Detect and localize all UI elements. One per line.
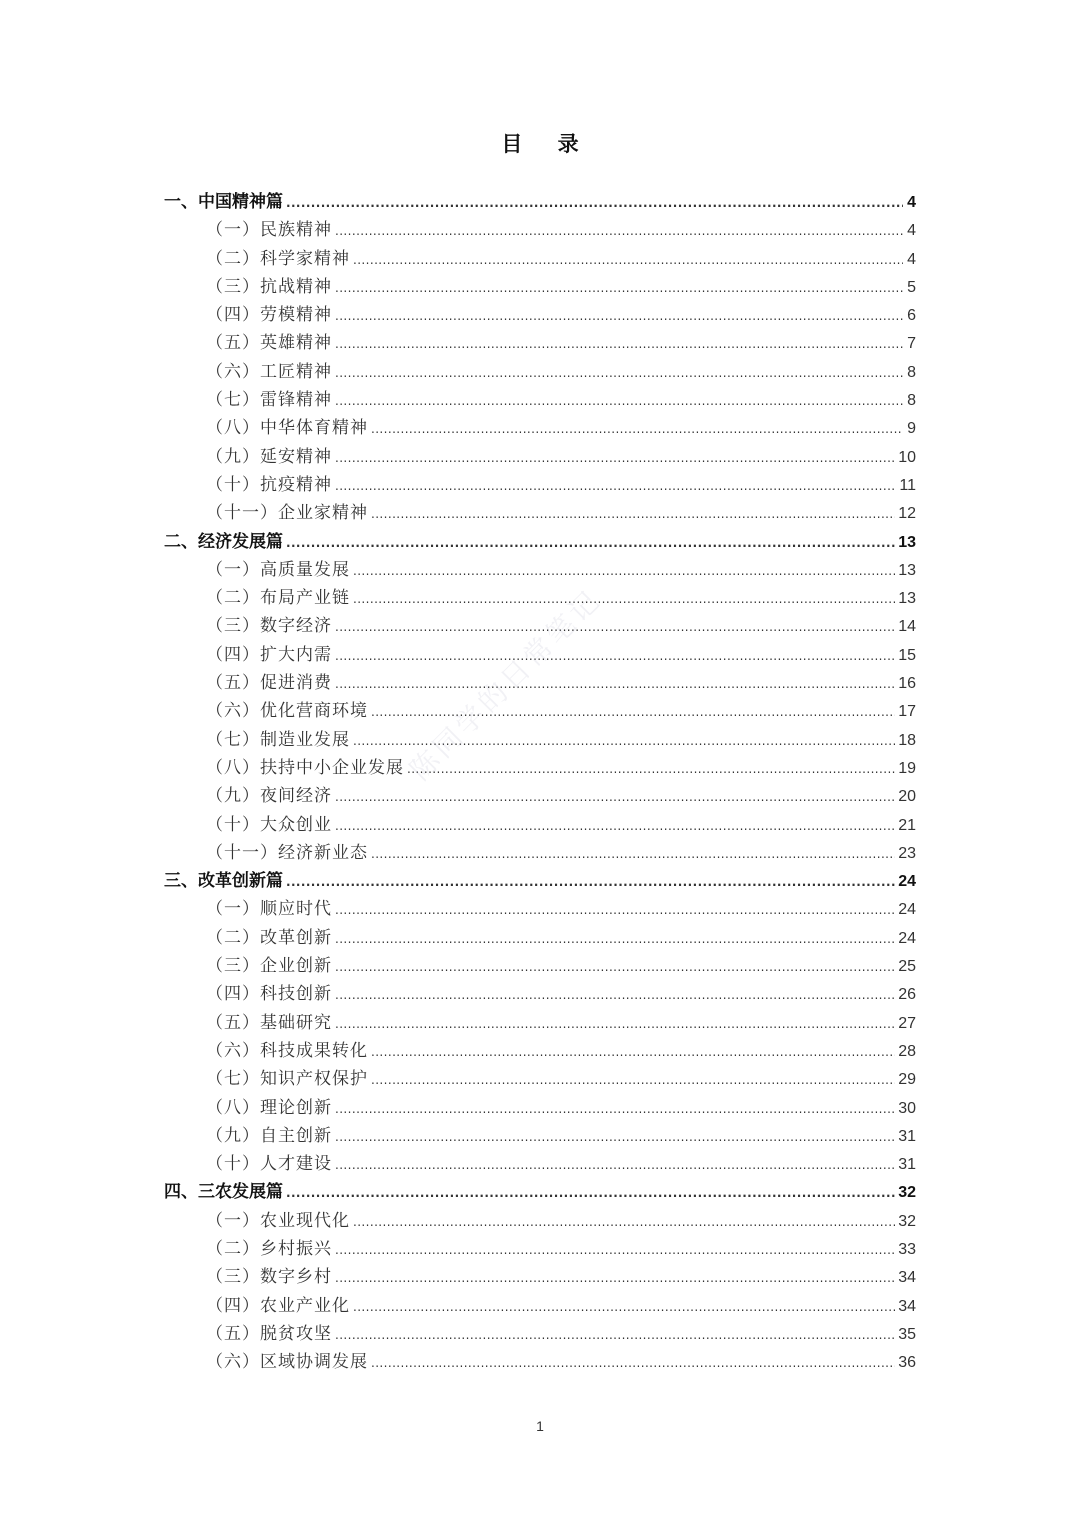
toc-entry-label: （二）乡村振兴: [206, 1238, 332, 1259]
toc-entry-page-number: 13: [898, 590, 916, 608]
toc-entry-label: 四、三农发展篇: [164, 1182, 283, 1203]
dot-leader: [335, 613, 895, 641]
dot-leader: [335, 812, 895, 840]
dot-leader: [371, 698, 895, 726]
dot-leader: [286, 529, 895, 557]
toc-entry-page-number: 24: [898, 929, 916, 947]
toc-entry-label: （七）知识产权保护: [206, 1069, 368, 1090]
toc-entry-label: （七）雷锋精神: [206, 390, 332, 411]
dot-leader: [353, 727, 895, 755]
toc-chapter-entry[interactable]: [164, 528, 916, 556]
toc-section-entry[interactable]: [164, 1065, 916, 1093]
toc-entry-page-number: 34: [898, 1269, 916, 1287]
dot-leader: [371, 840, 895, 868]
toc-entry-page-number: 8: [907, 363, 916, 381]
toc-section-entry[interactable]: [164, 754, 916, 782]
toc-entry-page-number: 21: [898, 816, 916, 834]
toc-section-entry[interactable]: [164, 1235, 916, 1263]
toc-entry-label: （四）劳模精神: [206, 305, 332, 326]
dot-leader: [335, 1236, 895, 1264]
toc-entry-page-number: 8: [907, 392, 916, 410]
toc-entry-page-number: 36: [898, 1354, 916, 1372]
toc-entry-label: （八）中华体育精神: [206, 418, 368, 439]
toc-chapter-entry[interactable]: [164, 1178, 916, 1206]
toc-entry-label: （九）夜间经济: [206, 786, 332, 807]
toc-entry-label: （六）区域协调发展: [206, 1352, 368, 1373]
toc-entry-page-number: 4: [907, 222, 916, 240]
toc-section-entry[interactable]: [164, 612, 916, 640]
dot-leader: [335, 953, 895, 981]
watermark: 陈同学的日常笔记: [403, 582, 608, 787]
toc-entry-page-number: 35: [898, 1325, 916, 1343]
dot-leader: [371, 1066, 895, 1094]
toc-entry-page-number: 33: [898, 1240, 916, 1258]
toc-section-entry[interactable]: [164, 1207, 916, 1235]
toc-section-entry[interactable]: [164, 1094, 916, 1122]
dot-leader: [353, 246, 903, 274]
toc-entry-label: （六）科技成果转化: [206, 1040, 368, 1061]
toc-entry-page-number: 20: [898, 788, 916, 806]
toc-section-entry[interactable]: [164, 1348, 916, 1376]
dot-leader: [335, 330, 903, 358]
dot-leader: [371, 1038, 895, 1066]
toc-entry-label: （四）扩大内需: [206, 644, 332, 665]
toc-entry-label: （六）优化营商环境: [206, 701, 368, 722]
dot-leader: [335, 783, 895, 811]
dot-leader: [353, 1208, 895, 1236]
dot-leader: [286, 1179, 895, 1207]
toc-entry-label: （四）农业产业化: [206, 1295, 350, 1316]
toc-entry-label: 二、经济发展篇: [164, 531, 283, 552]
toc-section-entry[interactable]: [164, 1009, 916, 1037]
toc-section-entry[interactable]: [164, 301, 916, 329]
toc-entry-page-number: 30: [898, 1099, 916, 1117]
toc-entry-page-number: 12: [898, 505, 916, 523]
toc-section-entry[interactable]: [164, 1150, 916, 1178]
toc-section-entry[interactable]: [164, 952, 916, 980]
toc-entry-page-number: 27: [898, 1014, 916, 1032]
toc-entry-label: （四）科技创新: [206, 984, 332, 1005]
dot-leader: [335, 1095, 895, 1123]
toc-entry-label: （十）大众创业: [206, 814, 332, 835]
toc-entry-page-number: 13: [898, 561, 916, 579]
dot-leader: [353, 585, 895, 613]
dot-leader: [335, 642, 895, 670]
toc-entry-page-number: 23: [898, 844, 916, 862]
toc-entry-label: （八）扶持中小企业发展: [206, 757, 404, 778]
dot-leader: [335, 1123, 895, 1151]
toc-entry-label: （十）人才建设: [206, 1154, 332, 1175]
toc-entry-label: （九）延安精神: [206, 446, 332, 467]
toc-entry-page-number: 10: [898, 448, 916, 466]
toc-entry-label: （十一）企业家精神: [206, 503, 368, 524]
toc-entry-label: （二）科学家精神: [206, 248, 350, 269]
toc-entry-page-number: 17: [898, 703, 916, 721]
toc-entry-label: （六）工匠精神: [206, 361, 332, 382]
toc-section-entry[interactable]: [164, 980, 916, 1008]
toc-entry-label: 三、改革创新篇: [164, 871, 283, 892]
toc-entry-page-number: 31: [898, 1156, 916, 1174]
toc-entry-label: （一）民族精神: [206, 220, 332, 241]
toc-section-entry[interactable]: [164, 641, 916, 669]
toc-entry-label: （七）制造业发展: [206, 729, 350, 750]
toc-entry-label: （五）英雄精神: [206, 333, 332, 354]
toc-entry-page-number: 29: [898, 1071, 916, 1089]
toc-entry-page-number: 32: [898, 1184, 916, 1202]
toc-section-entry[interactable]: [164, 443, 916, 471]
toc-section-entry[interactable]: [164, 216, 916, 244]
dot-leader: [335, 274, 903, 302]
toc-entry-label: （五）基础研究: [206, 1012, 332, 1033]
toc-section-entry[interactable]: [164, 895, 916, 923]
toc-entry-label: （一）顺应时代: [206, 899, 332, 920]
dot-leader: [335, 896, 895, 924]
toc-entry-page-number: 14: [898, 618, 916, 636]
toc-section-entry[interactable]: [164, 1263, 916, 1291]
toc-entry-label: （二）布局产业链: [206, 588, 350, 609]
toc-section-entry[interactable]: [164, 697, 916, 725]
dot-leader: [335, 359, 903, 387]
toc-section-entry[interactable]: [164, 584, 916, 612]
dot-leader: [335, 1010, 895, 1038]
toc-section-entry[interactable]: [164, 358, 916, 386]
toc-section-entry[interactable]: [164, 245, 916, 273]
toc-entry-label: （三）抗战精神: [206, 276, 332, 297]
toc-entry-page-number: 18: [898, 731, 916, 749]
toc-section-entry[interactable]: [164, 811, 916, 839]
dot-leader: [286, 868, 895, 896]
toc-entry-page-number: 4: [907, 194, 916, 211]
toc-entry-page-number: 32: [898, 1212, 916, 1230]
toc-entry-page-number: 26: [898, 986, 916, 1004]
toc-entry-page-number: 24: [898, 873, 916, 891]
toc-section-entry[interactable]: [164, 329, 916, 357]
toc-entry-label: （二）改革创新: [206, 927, 332, 948]
toc-section-entry[interactable]: [164, 386, 916, 414]
toc-entry-page-number: 4: [907, 250, 916, 268]
toc-entry-label: （五）促进消费: [206, 673, 332, 694]
dot-leader: [335, 1264, 895, 1292]
toc-entry-page-number: 34: [898, 1297, 916, 1315]
toc-entry-page-number: 7: [907, 335, 916, 353]
toc-entry-label: （五）脱贫攻坚: [206, 1323, 332, 1344]
toc-entry-label: （三）企业创新: [206, 956, 332, 977]
toc-entry-page-number: 11: [899, 476, 916, 494]
toc-section-entry[interactable]: [164, 669, 916, 697]
toc-entry-page-number: 6: [907, 307, 916, 325]
toc-section-entry[interactable]: [164, 1292, 916, 1320]
dot-leader: [335, 925, 895, 953]
dot-leader: [286, 189, 903, 217]
dot-leader: [335, 1321, 895, 1349]
page-number: 1: [536, 1418, 544, 1434]
dot-leader: [335, 217, 903, 245]
toc-section-entry[interactable]: [164, 726, 916, 754]
dot-leader: [335, 472, 896, 500]
dot-leader: [335, 444, 895, 472]
dot-leader: [371, 415, 903, 443]
dot-leader: [353, 1293, 895, 1321]
toc-section-entry[interactable]: [164, 414, 916, 442]
dot-leader: [353, 557, 895, 585]
dot-leader: [335, 670, 895, 698]
toc-section-entry[interactable]: [164, 556, 916, 584]
dot-leader: [335, 302, 903, 330]
toc-entry-page-number: 16: [898, 675, 916, 693]
toc-section-entry[interactable]: [164, 1122, 916, 1150]
toc-entry-page-number: 31: [898, 1127, 916, 1145]
dot-leader: [335, 981, 895, 1009]
toc-entry-page-number: 5: [907, 278, 916, 296]
toc-section-entry[interactable]: [164, 471, 916, 499]
toc-chapter-entry[interactable]: [164, 188, 916, 216]
toc-entry-label: （八）理论创新: [206, 1097, 332, 1118]
toc-entry-label: （一）农业现代化: [206, 1210, 350, 1231]
toc-section-entry[interactable]: [164, 499, 916, 527]
toc-entry-page-number: 28: [898, 1042, 916, 1060]
toc-entry-label: （三）数字经济: [206, 616, 332, 637]
dot-leader: [335, 1151, 895, 1179]
toc-entry-page-number: 13: [898, 533, 916, 551]
dot-leader: [335, 387, 903, 415]
toc-entry-page-number: 15: [898, 646, 916, 664]
dot-leader: [371, 1349, 895, 1377]
toc-section-entry[interactable]: [164, 839, 916, 867]
toc-chapter-entry[interactable]: [164, 867, 916, 895]
dot-leader: [407, 755, 895, 783]
toc-entry-page-number: 25: [898, 958, 916, 976]
toc-entry-label: （三）数字乡村: [206, 1267, 332, 1288]
toc-section-entry[interactable]: [164, 273, 916, 301]
toc-title: 目 录: [501, 132, 593, 156]
table-of-contents: [164, 188, 916, 1376]
toc-entry-label: （十）抗疫精神: [206, 474, 332, 495]
toc-section-entry[interactable]: [164, 924, 916, 952]
toc-entry-page-number: 24: [898, 901, 916, 919]
toc-section-entry[interactable]: [164, 782, 916, 810]
toc-entry-page-number: 9: [907, 420, 916, 438]
toc-entry-label: （十一）经济新业态: [206, 842, 368, 863]
toc-section-entry[interactable]: [164, 1320, 916, 1348]
toc-entry-label: （九）自主创新: [206, 1125, 332, 1146]
toc-section-entry[interactable]: [164, 1037, 916, 1065]
toc-entry-label: 一、中国精神篇: [164, 192, 283, 212]
toc-entry-page-number: 19: [898, 759, 916, 777]
toc-entry-label: （一）高质量发展: [206, 559, 350, 580]
dot-leader: [371, 500, 895, 528]
